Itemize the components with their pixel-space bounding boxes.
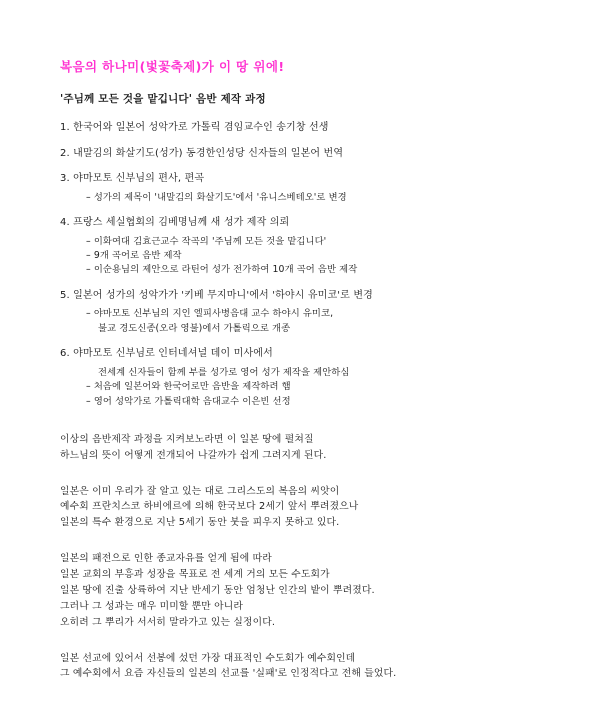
list-item-text: 4. 프랑스 세실협회의 김베명님께 새 성가 제작 의뢰 bbox=[60, 217, 290, 229]
list-item bbox=[60, 216, 540, 278]
sub-list-item: – 9개 곡어로 음반 제작 bbox=[60, 249, 540, 263]
list-item-text: 1. 한국어와 일본어 성악가로 가톨릭 겸임교수인 송기창 선생 bbox=[60, 122, 329, 134]
sub-list bbox=[60, 191, 540, 205]
sub-list-item: – 영어 성악가로 가톨릭대학 음대교수 이은빈 선정 bbox=[60, 395, 540, 409]
paragraph-line: 일본 교회의 부흥과 성장을 목표로 전 세계 거의 모든 수도회가 bbox=[60, 569, 330, 581]
paragraph-line: 일본의 특수 환경으로 지난 5세기 동안 붓을 피우지 못하고 있다. bbox=[60, 517, 340, 529]
sub-list-item: – 이순용님의 제안으로 라틴어 성가 전가하여 10개 곡어 음반 제작 bbox=[60, 263, 540, 277]
list-item-text: 2. 내말김의 화살기도(성가) 동경한인성당 신자들의 일본어 번역 bbox=[60, 147, 344, 159]
document-body bbox=[60, 58, 540, 696]
list-item bbox=[60, 121, 540, 136]
list-item-text: 3. 야마모토 신부님의 편사, 편곡 bbox=[60, 173, 205, 185]
paragraph-line: 일본 선교에 있어서 선봉에 섰던 가장 대표적인 수도회가 예수회인데 bbox=[60, 652, 356, 664]
list-item-text: 5. 일본어 성가의 성악가가 '키베 무지마니'에서 '하야시 유미코'로 변경 bbox=[60, 289, 373, 301]
paragraph bbox=[60, 484, 540, 532]
list-item bbox=[60, 347, 540, 409]
page-title: 복음의 하나미(벛꽃축제)가 이 땅 위에! bbox=[60, 59, 285, 74]
paragraph bbox=[60, 432, 540, 464]
sub-list-item: – 처음에 일본어와 한국어로만 음반을 제작하려 햄 bbox=[60, 380, 540, 394]
sub-list bbox=[60, 235, 540, 278]
numbered-step-list bbox=[60, 121, 540, 409]
sub-list-item: – 이화여대 김효근교수 작곡의 '주님께 모든 것을 맡깁니다' bbox=[60, 235, 540, 249]
sub-list-item: 불교 경도신종(오라 영불)에서 가톨릭으로 개종 bbox=[98, 322, 291, 334]
paragraph-line: 오히려 그 뿌리가 서서히 말라가고 있는 실정이다. bbox=[60, 616, 276, 628]
paragraph bbox=[60, 551, 540, 630]
sub-list bbox=[60, 366, 540, 409]
paragraph-line: 예수회 프란치스코 하비에르에 의해 한국보다 2세기 앞서 뿌려졌으나 bbox=[60, 501, 359, 513]
paragraph-line: 일본의 패전으로 인한 종교자유를 얻게 됨에 따라 bbox=[60, 553, 272, 565]
paragraph-line: 그러나 그 성과는 매우 미미할 뿐만 아니라 bbox=[60, 600, 244, 612]
sub-list-item: – 성가의 제목이 '내말김의 화살기도'에서 '유니스베테오'로 변경 bbox=[60, 191, 540, 205]
paragraph bbox=[60, 651, 540, 683]
list-item-text: 6. 야마모토 신부님로 인터네셔널 데이 미사에서 bbox=[60, 348, 273, 360]
list-item bbox=[60, 172, 540, 205]
document-subtitle: '주님께 모든 것을 맡깁니다' 음반 제작 과정 bbox=[60, 92, 266, 105]
paragraph-line: 이상의 음반제작 과정을 지켜보노라면 이 일본 땅에 펼쳐질 bbox=[60, 433, 314, 445]
paragraph-line: 일본 땅에 진출 상륙하여 지난 반세기 동안 엄청난 인간의 밭이 뿌려졌다. bbox=[60, 584, 375, 596]
sub-list-item: 전세계 신자들이 함께 부를 성가로 영어 성가 제작을 제안하심 bbox=[98, 366, 350, 378]
sub-list-item: – 야마모토 신부님의 지인 엘피사병음대 교수 하야시 유미코, bbox=[60, 307, 540, 321]
list-item bbox=[60, 289, 540, 336]
paragraph-line: 하느님의 뜻이 어떻게 전개되어 나갈까가 쉽게 그려지게 된다. bbox=[60, 449, 327, 461]
list-item bbox=[60, 147, 540, 162]
sub-list bbox=[60, 307, 540, 336]
paragraph-line: 그 예수회에서 요즘 자신들의 일본의 선교를 '실패'로 인정적다고 전해 들었다. bbox=[60, 668, 397, 680]
paragraph-line: 일본은 이미 우리가 잘 알고 있는 대로 그리스도의 복음의 씨앗이 bbox=[60, 485, 340, 497]
